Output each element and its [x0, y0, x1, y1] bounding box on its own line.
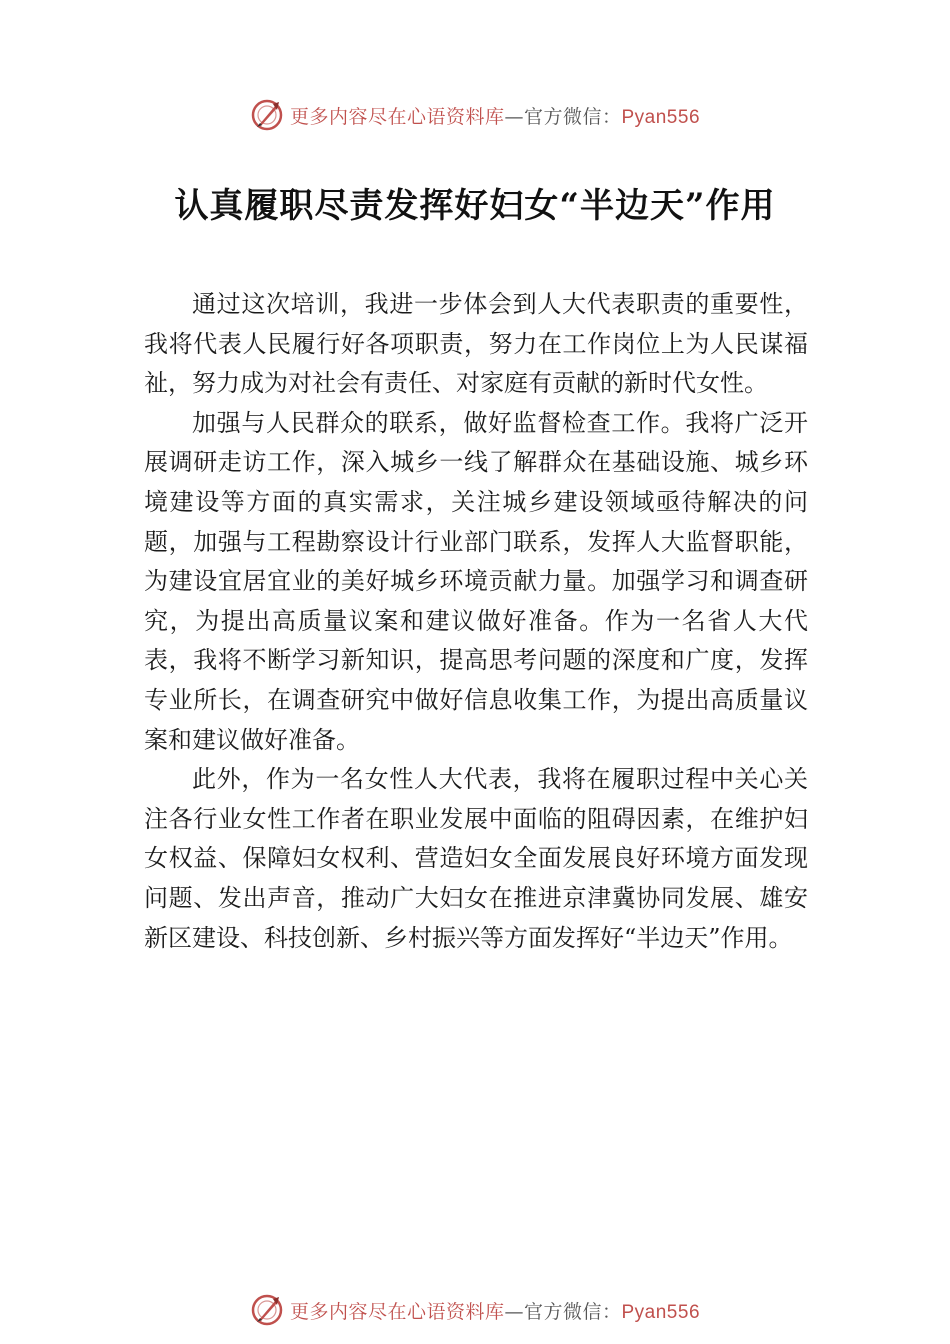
banner-wechat-id: Pyan556: [621, 1301, 701, 1323]
header-banner: [0, 95, 950, 135]
paragraph: 加强与人民群众的联系，做好监督检查工作。我将广泛开展调研走访工作，深入城乡一线了解群众在基础设施、城乡环境建设等方面的真实需求，关注城乡建设领域亟待解决的问题，加强与工程勘察设计行业部门联系，发挥人大监督职能，为建设宜居宜业的美好城乡环境贡献力量。加强学习和调查研究，为提出高质量议案和建议做好准备。作为一名省人大代表，我将不断学习新知识，提高思考问题的深度和广度，发挥专业所长，在调查研究中做好信息收集工作，为提出高质量议案和建议做好准备。: [144, 408, 808, 754]
banner-slogan: 更多内容尽在心语资料库: [289, 1300, 505, 1323]
footer-banner: [0, 1290, 950, 1330]
banner-text: [290, 102, 700, 129]
banner-wechat-label: 官方微信：: [523, 105, 622, 128]
document-title: 认真履职尽责发挥好妇女“半边天”作用: [174, 186, 776, 226]
banner-separator: —: [504, 1300, 524, 1323]
quill-pen-seal-icon: [250, 98, 284, 132]
banner-separator: —: [504, 105, 524, 128]
banner-wechat-id: Pyan556: [621, 106, 701, 128]
paragraph: 此外，作为一名女性人大代表，我将在履职过程中关心关注各行业女性工作者在职业发展中面临的阻碍因素，在维护妇女权益、保障妇女权利、营造妇女全面发展良好环境方面发现问题、发出声音，推动广大妇女在推进京津冀协同发展、雄安新区建设、科技创新、乡村振兴等方面发挥好“半边天”作用。: [144, 765, 808, 952]
document-body: [144, 285, 808, 958]
banner-slogan: 更多内容尽在心语资料库: [289, 105, 505, 128]
banner-text: [290, 1297, 700, 1324]
quill-pen-seal-icon: [250, 1293, 284, 1327]
paragraph: 通过这次培训，我进一步体会到人大代表职责的重要性，我将代表人民履行好各项职责，努力在工作岗位上为人民谋福祉，努力成为对社会有责任、对家庭有贡献的新时代女性。: [144, 290, 808, 398]
banner-wechat-label: 官方微信：: [523, 1300, 622, 1323]
